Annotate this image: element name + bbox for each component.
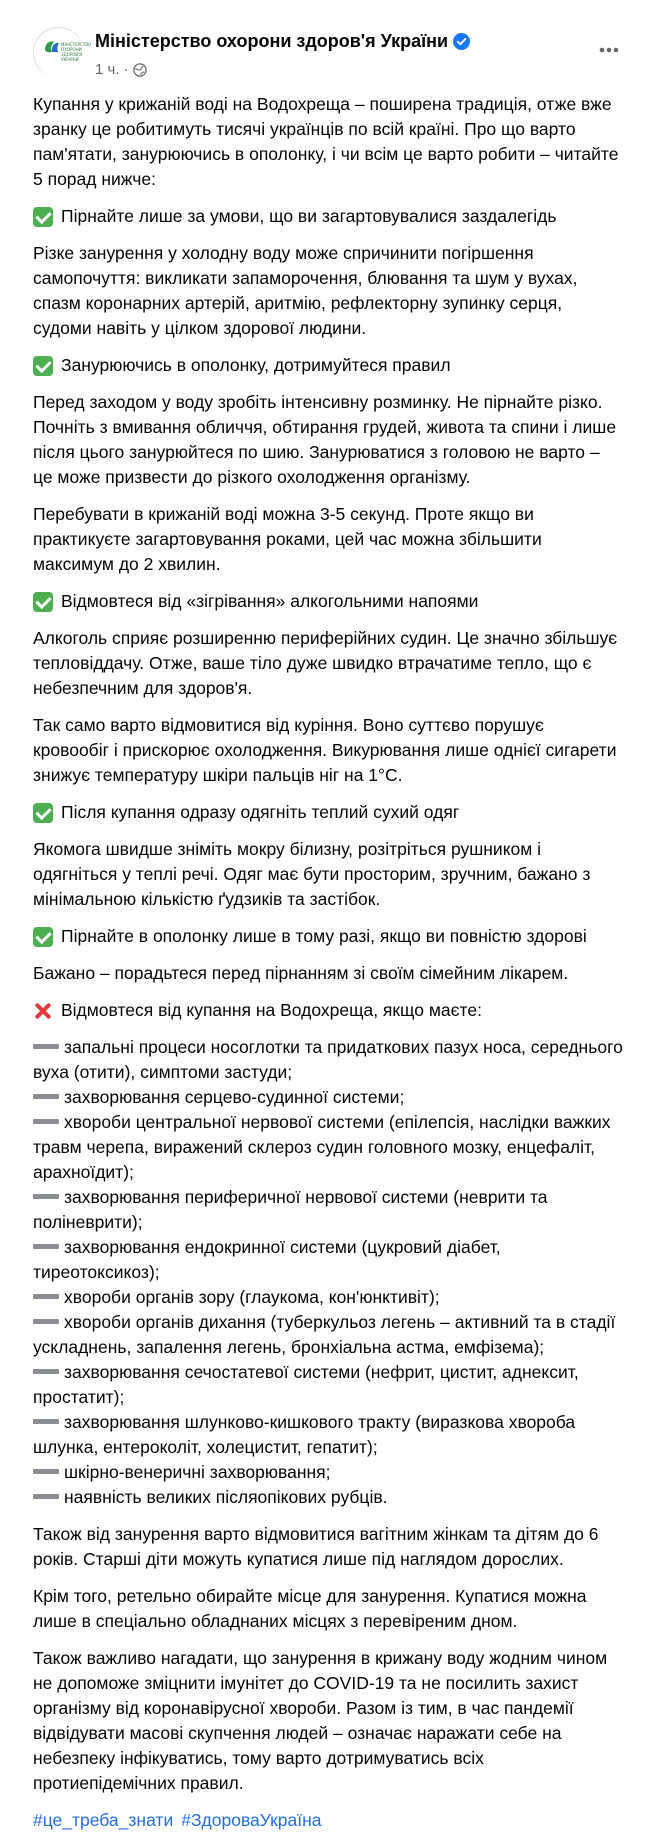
minus-icon: [33, 1319, 59, 1324]
condition-text: наявність великих післяопікових рубців.: [64, 1487, 388, 1507]
tip-3-text-1: Алкоголь сприяє розширенню периферійних судин. Це значно збільшує тепловіддачу. Отже, ваше тіло дуже швидко втрачатиме тепло, що є небезпечним для здоров'я.: [33, 628, 618, 698]
condition-text: захворювання сечостатевої системи (нефрит, цистит, аднексит, простатит);: [33, 1362, 579, 1407]
tip-3-text-2: Так само варто відмовитися від куріння. Воно суттєво порушує кровообіг і прискорює охолодження. Викурювання лише однієї сигарети знижує температуру шкіри пальців ніг на 1°C.: [33, 715, 617, 785]
hashtag-link[interactable]: #це_треба_знати: [33, 1810, 174, 1830]
list-item: [33, 1235, 624, 1285]
cross-mark-icon: [33, 1001, 53, 1021]
list-item: [33, 1410, 624, 1460]
tip-5-heading: [33, 924, 624, 949]
condition-text: захворювання серцево-судинної системи;: [64, 1087, 405, 1107]
minus-icon: [33, 1244, 59, 1249]
list-item: [33, 1460, 624, 1485]
logo-line-1: МІНІСТЕРСТВО: [61, 42, 92, 47]
minus-icon: [33, 1194, 59, 1199]
minus-icon: [33, 1094, 59, 1099]
minus-icon: [33, 1494, 59, 1499]
check-mark-icon: [33, 803, 53, 823]
list-item: [33, 1285, 624, 1310]
condition-text: запальні процеси носоглотки та придаткових пазух носа, середнього вуха (отити), симптоми застуди;: [33, 1037, 623, 1082]
list-item: [33, 1110, 624, 1185]
check-mark-icon: [33, 207, 53, 227]
list-item: [33, 1085, 624, 1110]
minus-icon: [33, 1369, 59, 1374]
tip-4-text: Якомога швидше зніміть мокру білизну, розітріться рушником і одягніться у теплі речі. Одяг має бути просторим, зручним, бажано з мінімальною кількістю ґудзиків та застібок.: [33, 839, 591, 909]
meta-separator: ·: [123, 61, 129, 78]
tip-3-title: Відмовтеся від «зігрівання» алкогольними напоями: [61, 591, 479, 611]
condition-text: хвороби органів зору (глаукома, кон'юнктивіт);: [64, 1287, 440, 1307]
minus-icon: [33, 1419, 59, 1424]
condition-text: захворювання ендокринної системи (цукровий діабет, тиреотоксикоз);: [33, 1237, 501, 1282]
more-options-icon: [599, 47, 619, 53]
logo-line-2: ОХОРОНИ: [61, 47, 82, 52]
list-item: [33, 1360, 624, 1410]
post-meta: [95, 57, 147, 82]
warning-heading: [33, 998, 624, 1023]
author-name[interactable]: Міністерство охорони здоров'я України: [95, 31, 449, 51]
intro-paragraph: Купання у крижаній воді на Водохреща – поширена традиція, отже вже зранку це робитимуть тисячі українців по всій країні. Про що варто пам'ятати, занурюючись в ополонку, і чи всім це варто робити – читайте 5 порад нижче:: [33, 94, 619, 189]
avatar[interactable]: [33, 27, 92, 78]
more-options-button[interactable]: [595, 38, 623, 62]
post-body: [0, 92, 649, 1833]
timestamp[interactable]: 1 ч.: [95, 61, 120, 78]
minus-icon: [33, 1119, 59, 1124]
tip-4-title: Після купання одразу одягніть теплий сухий одяг: [61, 802, 460, 822]
condition-text: шкірно-венеричні захворювання;: [64, 1462, 331, 1482]
post-header: [0, 0, 649, 80]
tip-1-text: Різке занурення у холодну воду може спричинити погіршення самопочуття: викликати запаморочення, блювання та шум у вухах, спазм коронарних артерій, аритмію, рефлекторну зупинку серця, судоми навіть у цілком здорової людини.: [33, 243, 578, 338]
verified-badge-icon: [453, 33, 470, 50]
outro-paragraph-3: Також важливо нагадати, що занурення в крижану воду жодним чином не допоможе зміцнити імунітет до COVID-19 та не посилить захист організму від коронавірусної хвороби. Разом із тим, в час пандемії відвідувати масові скупчення людей – означає наражати себе на небезпеку інфікуватись, тому варто дотримуватись всіх протиепідемічних правил.: [33, 1648, 608, 1793]
minus-icon: [33, 1044, 59, 1049]
tip-2-heading: [33, 353, 624, 378]
tip-2-text-2: Перебувати в крижаній воді можна 3-5 секунд. Проте якщо ви практикуєте загартовування роками, цей час можна збільшити максимум до 2 хвилин.: [33, 504, 542, 574]
outro-paragraph-1: Також від занурення варто відмовитися вагітним жінкам та дітям до 6 років. Старші діти можуть купатися лише під наглядом дорослих.: [33, 1524, 599, 1569]
check-mark-icon: [33, 356, 53, 376]
list-item: [33, 1185, 624, 1235]
tip-3-heading: [33, 589, 624, 614]
moh-logo: [34, 28, 92, 79]
tip-4-heading: [33, 800, 624, 825]
tip-1-title: Пірнайте лише за умови, що ви загартовувалися заздалегідь: [61, 206, 557, 226]
tip-2-title: Занурюючись в ополонку, дотримуйтеся правил: [61, 355, 451, 375]
outro-paragraph-2: Крім того, ретельно обирайте місце для занурення. Купатися можна лише в спеціально обладнаних місцях з перевіреним дном.: [33, 1586, 587, 1631]
check-mark-icon: [33, 592, 53, 612]
condition-text: хвороби органів дихання (туберкульоз легень – активний та в стадії ускладнень, запалення легень, бронхіальна астма, емфізема);: [33, 1312, 616, 1357]
hashtag-link[interactable]: #ЗдороваУкраїна: [181, 1810, 322, 1830]
condition-text: захворювання периферичної нервової системи (неврити та поліневрити);: [33, 1187, 548, 1232]
logo-line-3: ЗДОРОВ'Я: [61, 52, 83, 57]
check-mark-icon: [33, 927, 53, 947]
logo-line-4: УКРАЇНИ: [61, 57, 79, 62]
warning-title: Відмовтеся від купання на Водохреща, якщо маєте:: [61, 1000, 482, 1020]
condition-text: захворювання шлунково-кишкового тракту (виразкова хвороба шлунка, ентероколіт, холецистит, гепатит);: [33, 1412, 576, 1457]
tip-5-title: Пірнайте в ополонку лише в тому разі, якщо ви повністю здорові: [61, 926, 587, 946]
minus-icon: [33, 1294, 59, 1299]
conditions-list: [33, 1035, 624, 1510]
list-item: [33, 1310, 624, 1360]
list-item: [33, 1035, 624, 1085]
globe-icon: [133, 63, 147, 77]
tip-5-text: Бажано – порадьтеся перед пірнанням зі своїм сімейним лікарем.: [33, 963, 569, 983]
minus-icon: [33, 1469, 59, 1474]
tip-2-text-1: Перед заходом у воду зробіть інтенсивну розминку. Не пірнайте різко. Почніть з вмивання обличчя, обтирання грудей, живота та спини і лише після цього занурюйтеся по шию. Занурюватися з головою не варто – це може призвести до різкого охолодження організму.: [33, 392, 617, 487]
tip-1-heading: [33, 204, 624, 229]
condition-text: хвороби центральної нервової системи (епілепсія, наслідки важких травм черепа, виражений склероз судин головного мозку, енцефаліт, арахноїдит);: [33, 1112, 611, 1182]
hashtags: [33, 1808, 624, 1833]
list-item: [33, 1485, 624, 1510]
author-line: [95, 29, 470, 54]
